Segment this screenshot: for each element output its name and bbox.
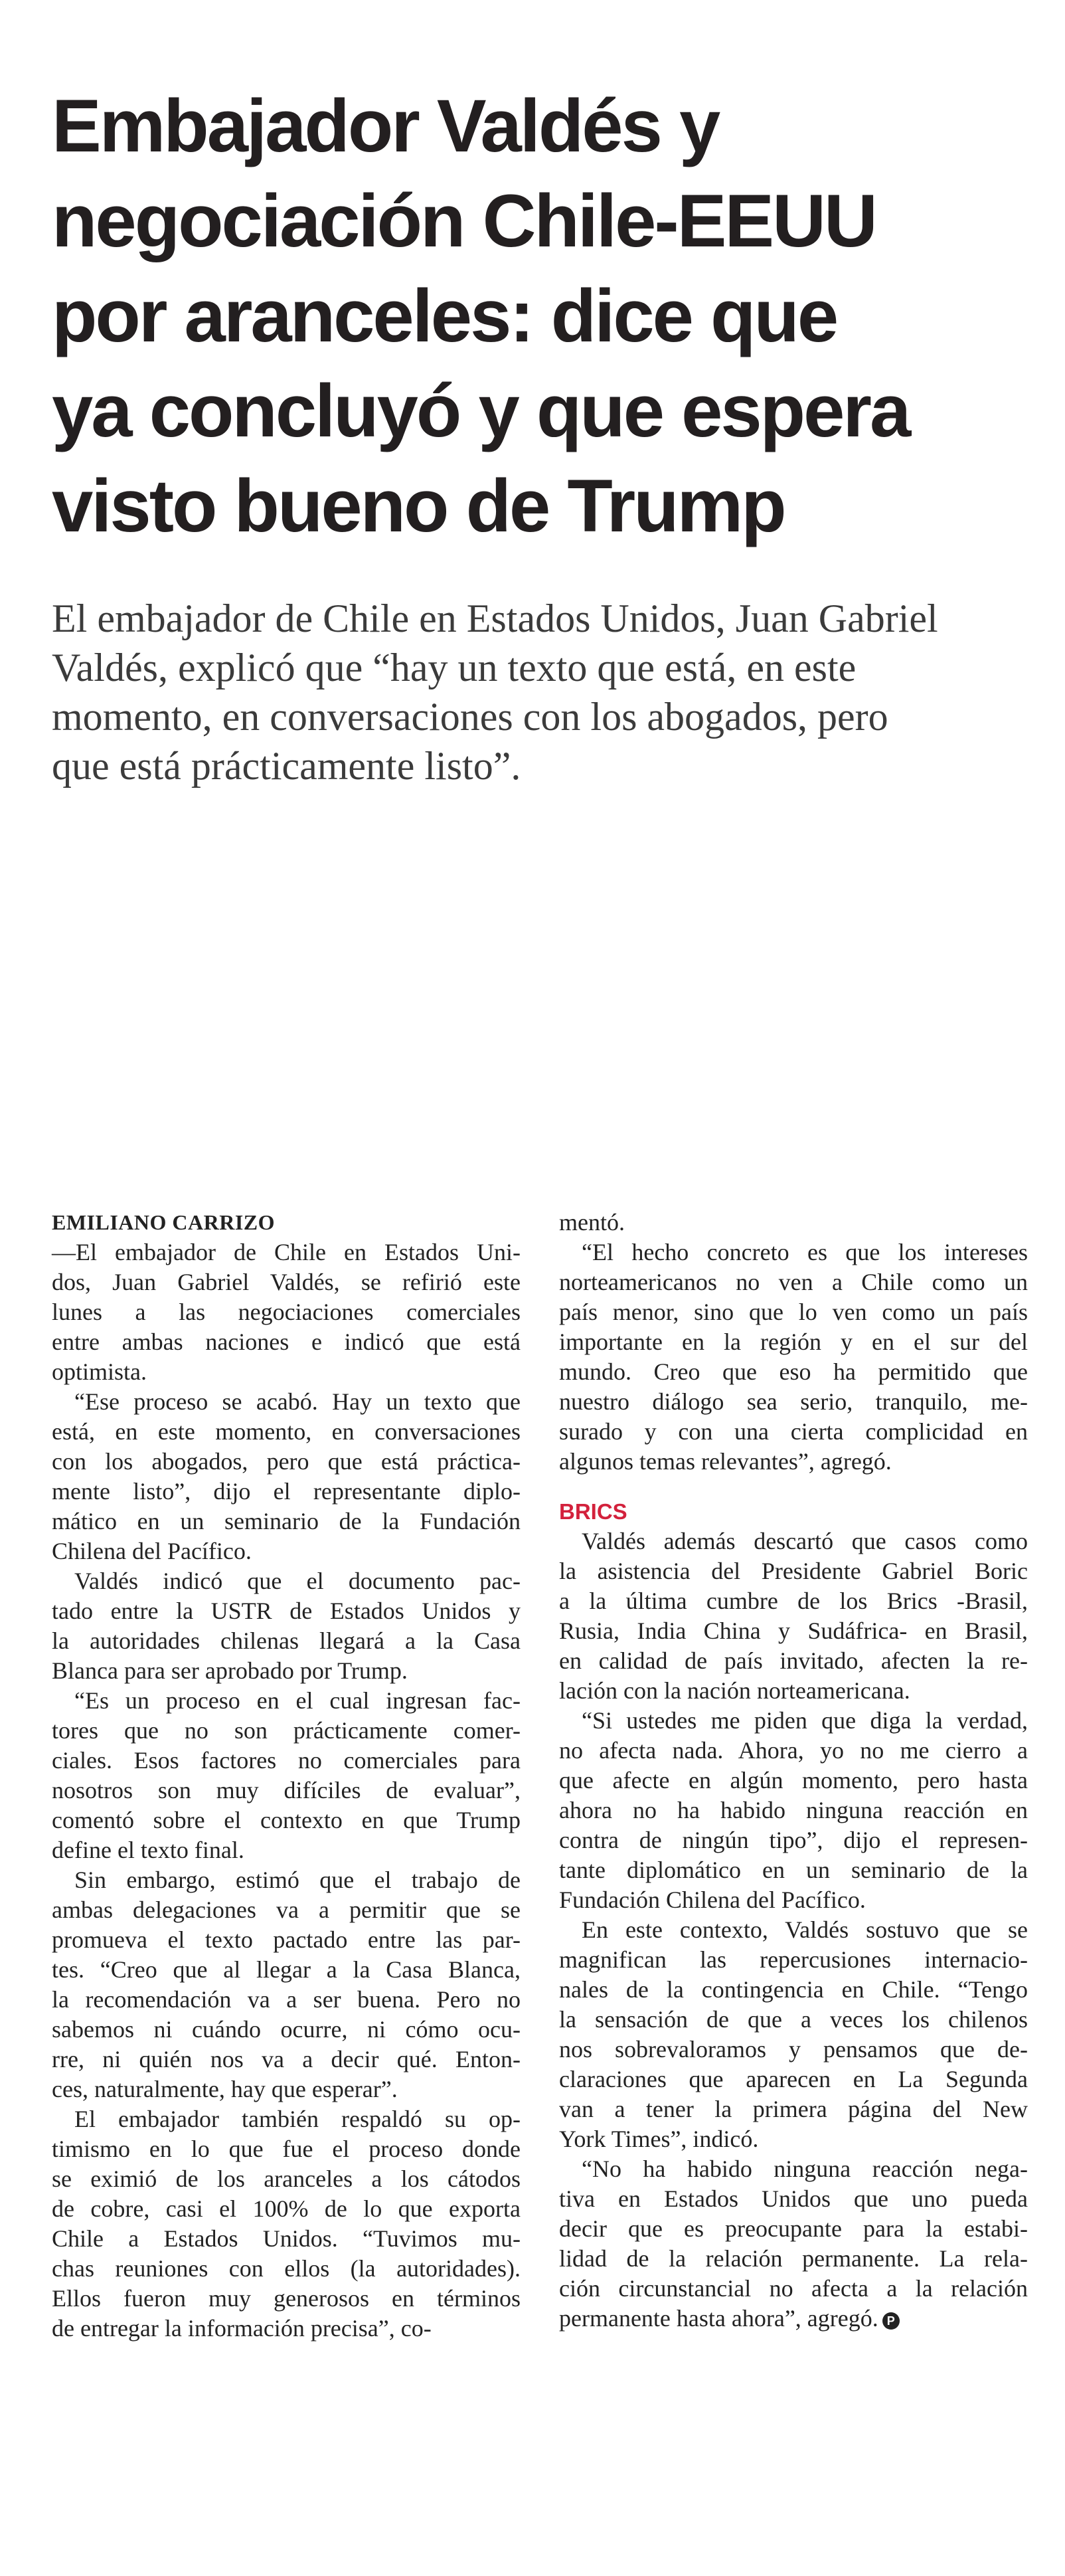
text-line: timismo en lo que fue el proceso donde (52, 2136, 521, 2162)
text-line: lación con la nación norteamericana. (559, 1677, 910, 1704)
end-of-article-icon: P (882, 2312, 900, 2330)
text-line: rre, ni quién nos va a decir qué. Enton- (52, 2046, 521, 2072)
text-line: mentó. (559, 1209, 625, 1236)
text-line: nuestro diálogo sea serio, tranquilo, me- (559, 1388, 1028, 1415)
body-paragraph (52, 1566, 521, 1686)
right-column (559, 1208, 1028, 2334)
text-line: —El embajador de Chile en Estados Uni- (52, 1239, 521, 1265)
text-line: mundo. Creo que eso ha permitido que (559, 1358, 1028, 1385)
text-line: en calidad de país invitado, afecten la re- (559, 1647, 1028, 1674)
text-line: “Es un proceso en el cual ingresan fac- (74, 1687, 521, 1714)
byline: EMILIANO CARRIZO (52, 1210, 276, 1234)
text-line: a la última cumbre de los Brics -Brasil, (559, 1588, 1028, 1614)
body-paragraph (559, 1526, 1028, 1706)
text-line: Valdés además descartó que casos como (582, 1528, 1028, 1554)
left-column (52, 1208, 521, 2344)
text-line: tores que no son prácticamente comer- (52, 1717, 521, 1744)
text-line: optimista. (52, 1358, 147, 1385)
text-line: que afecte en algún momento, pero hasta (559, 1767, 1028, 1794)
text-line: promueva el texto pactado entre las par- (52, 1926, 521, 1953)
lede-line: Valdés, explicó que “hay un texto que está, en este (52, 646, 857, 690)
text-line: algunos temas relevantes”, agregó. (559, 1448, 892, 1475)
text-line: mente listo”, dijo el representante diplo- (52, 1478, 521, 1505)
text-line: norteamericanos no ven a Chile como un (559, 1269, 1028, 1295)
text-line: nales de la contingencia en Chile. “Tengo (559, 1976, 1028, 2003)
text-line: mático en un seminario de la Fundación (52, 1508, 521, 1534)
text-line: permanente hasta ahora”, agregó. P (559, 2304, 1028, 2334)
lede (52, 594, 1034, 790)
body-paragraph (52, 2104, 521, 2344)
text-line: tado entre la USTR de Estados Unidos y (52, 1598, 521, 1624)
headline-line: ya concluyó y que espera (52, 369, 910, 452)
body-paragraph (52, 1865, 521, 2104)
text-line: la recomendación va a ser buena. Pero no (52, 1986, 521, 2013)
lede-line: El embajador de Chile en Estados Unidos, Juan Gabriel (52, 597, 938, 640)
text-line: la sensación de que a veces los chilenos (559, 2006, 1028, 2033)
text-line: “Ese proceso se acabó. Hay un texto que (74, 1388, 521, 1415)
body-paragraph (52, 1686, 521, 1865)
lede-line: que está prácticamente listo”. (52, 744, 521, 788)
text-line: ahora no ha habido ninguna reacción en (559, 1797, 1028, 1823)
text-line: contra de ningún tipo”, dijo el represen- (559, 1827, 1028, 1853)
text-line: El embajador también respaldó su op- (74, 2106, 521, 2132)
text-line: Fundación Chilena del Pacífico. (559, 1886, 866, 1913)
text-line: comentó sobre el contexto en que Trump (52, 1807, 521, 1833)
text-line: nosotros son muy difíciles de evaluar”, (52, 1777, 521, 1803)
body-paragraph (52, 1238, 521, 1387)
text-line: de cobre, casi el 100% de lo que exporta (52, 2195, 521, 2222)
text-line: sabemos ni cuándo ocurre, ni cómo ocu- (52, 2016, 521, 2043)
text-line: decir que es preocupante para la estabi- (559, 2215, 1028, 2242)
text-line: En este contexto, Valdés sostuvo que se (582, 1916, 1028, 1943)
text-line: magnifican las repercusiones internacio- (559, 1946, 1028, 1973)
text-line: chas reuniones con ellos (la autoridades). (52, 2255, 521, 2282)
text-line: de entregar la información precisa”, co- (52, 2315, 432, 2342)
text-line: surado y con una cierta complicidad en (559, 1418, 1028, 1445)
text-line: entre ambas naciones e indicó que está (52, 1329, 521, 1355)
headline (52, 78, 1021, 553)
body-paragraph (559, 2154, 1028, 2334)
text-line: claraciones que aparecen en La Segunda (559, 2066, 1028, 2092)
text-line: ción circunstancial no afecta a la relación (559, 2275, 1028, 2302)
text-line: “No ha habido ninguna reacción nega- (582, 2156, 1028, 2182)
text-line: lidad de la relación permanente. La rela- (559, 2245, 1028, 2272)
text-line: está, en este momento, en conversaciones (52, 1418, 521, 1445)
text-line: con los abogados, pero que está práctica- (52, 1448, 521, 1475)
headline-line: visto bueno de Trump (52, 464, 785, 547)
text-line: importante en la región y en el sur del (559, 1329, 1028, 1355)
text-line: la asistencia del Presidente Gabriel Boric (559, 1558, 1028, 1584)
body-paragraph (559, 1915, 1028, 2154)
text-line: Rusia, India China y Sudáfrica- en Brasil, (559, 1617, 1028, 1644)
body-paragraph (559, 1208, 1028, 1238)
text-line: van a tener la primera página del New (559, 2096, 1028, 2122)
text-line: Ellos fueron muy generosos en términos (52, 2285, 521, 2312)
text-line: define el texto final. (52, 1837, 244, 1863)
text-line: lunes a las negociaciones comerciales (52, 1299, 521, 1325)
body-paragraph (52, 1387, 521, 1566)
text-line: “El hecho concreto es que los intereses (582, 1239, 1028, 1265)
text-line: Sin embargo, estimó que el trabajo de (74, 1867, 521, 1893)
text-line: Chilena del Pacífico. (52, 1538, 252, 1564)
text-line: tiva en Estados Unidos que uno pueda (559, 2185, 1028, 2212)
text-line: tante diplomático en un seminario de la (559, 1857, 1028, 1883)
text-line: “Si ustedes me piden que diga la verdad, (582, 1707, 1028, 1734)
text-line: Valdés indicó que el documento pac- (74, 1568, 521, 1594)
text-line: ciales. Esos factores no comerciales para (52, 1747, 521, 1774)
text-line: no afecta nada. Ahora, yo no me cierro a (559, 1737, 1028, 1764)
lede-line: momento, en conversaciones con los abogados, pero (52, 695, 888, 739)
text-line: Blanca para ser aprobado por Trump. (52, 1657, 408, 1684)
text-line: York Times”, indicó. (559, 2126, 759, 2152)
section-subhead: BRICS (559, 1499, 627, 1524)
text-line: Chile a Estados Unidos. “Tuvimos mu- (52, 2225, 521, 2252)
text-line: dos, Juan Gabriel Valdés, se refirió este (52, 1269, 521, 1295)
text-line: nos sobrevaloramos y pensamos que de- (559, 2036, 1028, 2063)
headline-line: por aranceles: dice que (52, 274, 837, 357)
headline-line: negociación Chile-EEUU (52, 179, 876, 262)
headline-line: Embajador Valdés y (52, 84, 719, 167)
text-line: la autoridades chilenas llegará a la Casa (52, 1627, 521, 1654)
body-paragraph (559, 1238, 1028, 1477)
text-line: país menor, sino que lo ven como un país (559, 1299, 1028, 1325)
text-line: se eximió de los aranceles a los cátodos (52, 2165, 521, 2192)
text-line: ces, naturalmente, hay que esperar”. (52, 2076, 398, 2102)
text-line: ambas delegaciones va a permitir que se (52, 1896, 521, 1923)
body-paragraph (559, 1706, 1028, 1915)
text-line: tes. “Creo que al llegar a la Casa Blanca, (52, 1956, 521, 1983)
